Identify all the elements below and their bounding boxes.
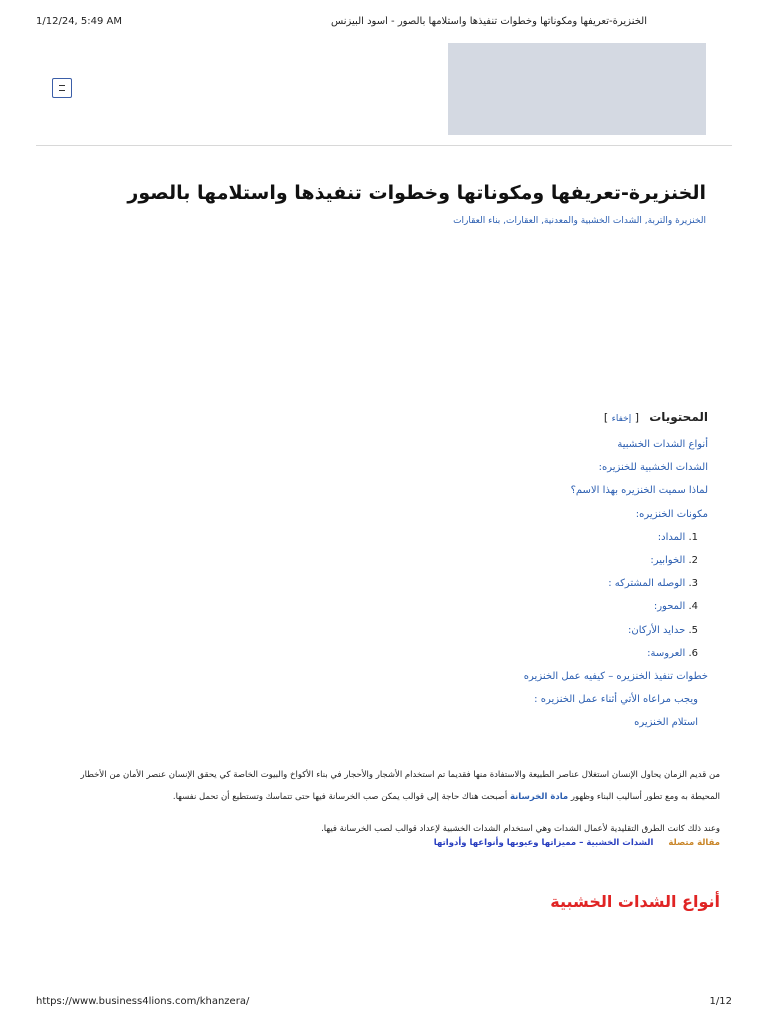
intro-paragraph-2: وعند ذلك كانت الطرق التقليدية لأعمال الشدات وهي استخدام الشدات الخشبية لإعداد قوالب لصب الخرسانة فيها. <box>321 824 720 834</box>
menu-button[interactable] <box>52 78 72 98</box>
print-header <box>36 16 732 30</box>
toc-item-sub-3[interactable]: 3. الوصله المشتركه : <box>608 578 698 590</box>
print-datetime: 1/12/24, 5:49 AM <box>36 16 123 27</box>
toc-item-notes[interactable]: ويجب مراعاه الأتي أثناء عمل الخنزيره : <box>534 694 698 706</box>
toc-bracket-close: ] <box>603 411 609 424</box>
toc-item-wooden-shuttering[interactable]: الشدات الخشبية للخنزيره: <box>598 462 708 474</box>
toc-item-handover[interactable]: استلام الخنزيره <box>634 717 698 729</box>
toc-toggle-label[interactable]: إخفاء <box>611 414 632 424</box>
toc-item-sub-4[interactable]: 4. المحور: <box>653 601 698 613</box>
related-article <box>120 838 720 848</box>
print-page-title: الخنزيرة-تعريفها ومكوناتها وخطوات تنفيذها واستلامها بالصور - أسود البيزنس <box>330 16 647 27</box>
menu-icon <box>59 85 65 91</box>
article-categories[interactable]: الخنزيرة والتربة, الشدات الخشبية والمعدنية, العقارات, بناء العقارات <box>453 216 706 226</box>
toc-bracket-open: [ <box>634 411 639 424</box>
ad-placeholder <box>448 43 706 135</box>
print-url: https://www.business4lions.com/khanzera/ <box>36 996 250 1007</box>
concrete-link[interactable]: مادة الخرسانة <box>509 792 569 802</box>
toc-item-sub-6[interactable]: 6. العروسة: <box>647 647 698 659</box>
toc-item-sub-5[interactable]: 5. حدايد الأركان: <box>628 624 698 636</box>
toc-heading: المحتويات <box>649 410 708 424</box>
toc-item-shuttering-types[interactable]: أنواع الشدات الخشبية <box>617 439 708 450</box>
section-heading: أنواع الشدات الخشبية <box>550 892 720 911</box>
toc-item-why-name[interactable]: لماذا سميت الخنزيره بهذا الاسم؟ <box>570 485 708 497</box>
header-divider <box>36 145 732 146</box>
intro-paragraph-1: من قديم الزمان يحاول الإنسان استغلال عناصر الطبيعة والاستفادة منها فقديما تم استخدام الأشجار والأحجار في بناء الأكواخ والبيوت الخاصة كي يحقق الإنسان عنصر الأمان من الأخطار المحيطة به ومع تطور أساليب البناء وظهور مادة الخرسانة أصبحت هناك حاجة إلى قوالب يمكن صب الخرسانة فيها حتى تتماسك وتستطيع أن تحمل نفسها. <box>80 770 720 802</box>
toc-toggle[interactable] <box>604 411 639 424</box>
print-footer <box>36 996 732 1010</box>
toc-item-steps[interactable]: خطوات تنفيذ الخنزيره – كيفيه عمل الخنزيره <box>523 670 708 682</box>
toc-header <box>408 410 708 424</box>
article-title: الخنزيرة-تعريفها ومكوناتها وخطوات تنفيذها واستلامها بالصور <box>127 182 706 204</box>
table-of-contents <box>408 410 708 739</box>
related-link[interactable]: الشدات الخشبية – مميزاتها وعيوبها وأنواعها وأدواتها <box>433 838 654 848</box>
toc-item-sub-2[interactable]: 2. الخوابير: <box>650 554 698 566</box>
related-label: مقالة متصلة <box>668 838 720 848</box>
toc-item-sub-1[interactable]: 1. المداد: <box>657 531 698 543</box>
print-page-number: 1/12 <box>709 996 732 1007</box>
toc-item-components[interactable]: مكونات الخنزيره: <box>635 508 708 520</box>
